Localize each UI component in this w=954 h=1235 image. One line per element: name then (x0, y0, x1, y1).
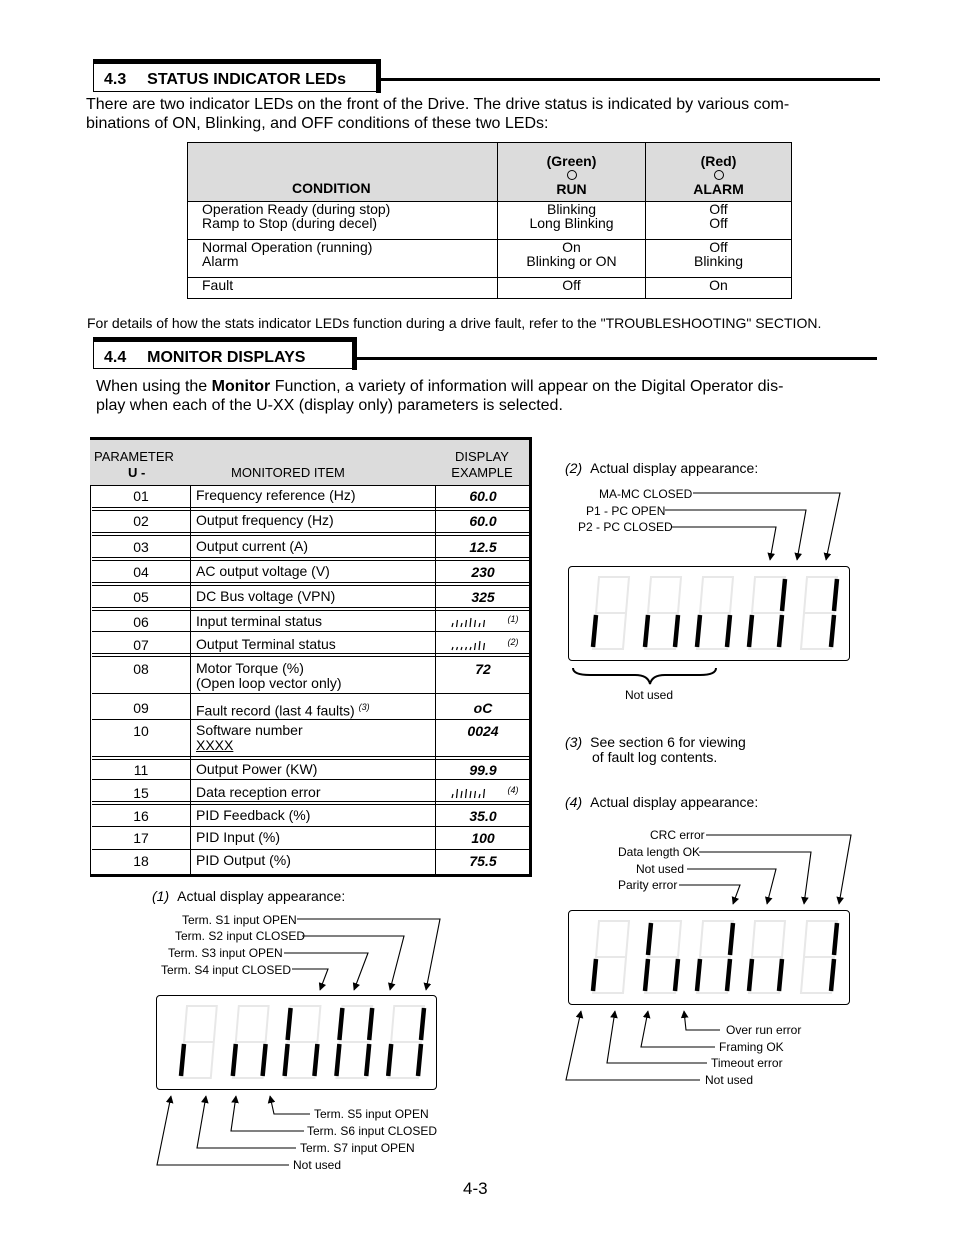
note-4-caption: (4) Actual display appearance: (565, 794, 759, 810)
intro-paragraph-4-3: There are two indicator LEDs on the front of the Drive. The drive status is indicated by various com- binations of ON, Blinking, and OFF conditions of these two LEDs: (86, 96, 790, 132)
parity-label: Parity error (618, 878, 678, 892)
section-title: MONITOR DISPLAYS (147, 349, 306, 366)
section-title: STATUS INDICATOR LEDs (147, 71, 346, 88)
s3-label: Term. S3 input OPEN (168, 946, 283, 960)
framing-label: Framing OK (719, 1040, 784, 1054)
s6-label: Term. S6 input CLOSED (307, 1124, 438, 1138)
p1-label: P1 - PC OPEN (586, 504, 666, 518)
monitor-table: PARAMETER U - MONITORED ITEM DISPLAY EXAMPLE 01 Frequency reference (Hz) 60.0 02 Output frequency (Hz) 60.0 03 Output current (A) 12.5 04 AC output voltage (V) 230 05 DC Bus voltage (VPN) 325 06 Input terminal status $^{(1)}$ 07 Output Terminal status $^{(2)}$ 08 Motor Torque (%) (Open loop vector only) 72 09 Fault record (last 4 faults) $^{(3)}$ oC 10 Software number XXXX 0024 11 Output Power (KW) 99.9 15 Data reception error $^{(4)}$ 16 PID Feedback (%) 35.0 17 PID Input (%) 100 18 PID Output (%) 75.5 (90, 437, 532, 877)
run-header: (Green) RUN (498, 143, 646, 202)
intro-paragraph-4-4: When using the Monitor Function, a variety of information will appear on the Digital Operator dis- play when each of the U-XX (display only) parameters is selected. (96, 378, 784, 414)
led-row: Operation Ready (during stop) Ramp to Stop (during decel) Blinking Long Blinking Off Off (188, 202, 792, 240)
note-1-caption: (1) Actual display appearance: (152, 888, 346, 904)
ma-mc-label: MA-MC CLOSED (599, 487, 693, 501)
s5-label: Term. S5 input OPEN (314, 1107, 429, 1121)
not-used-label: Not used (636, 862, 685, 876)
over-run-label: Over run error (726, 1023, 802, 1037)
section-number: 4.3 (104, 71, 127, 88)
timeout-label: Timeout error (711, 1056, 783, 1070)
section-number: 4.4 (104, 349, 127, 366)
p2-label: P2 - PC CLOSED (578, 520, 673, 534)
s1-label: Term. S1 input OPEN (182, 913, 297, 927)
condition-header: CONDITION (188, 143, 498, 202)
alarm-header: (Red) ALARM (646, 143, 792, 202)
led-row: Fault Off On (188, 278, 792, 299)
input-status-glyph: (1) (438, 614, 528, 631)
not-used-label: Not used (705, 1073, 754, 1087)
page-number: 4-3 (463, 1179, 488, 1198)
led-row: Normal Operation (running) Alarm On Blinking or ON Off Blinking (188, 240, 792, 278)
note-3-caption: (3) See section 6 for viewing of fault log contents. (565, 734, 746, 765)
s4-label: Term. S4 input CLOSED (161, 963, 292, 977)
s2-label: Term. S2 input CLOSED (175, 929, 306, 943)
s7-label: Term. S7 input OPEN (300, 1141, 415, 1155)
fault-note: For details of how the stats indicator LEDs function during a drive fault, refer to the "TROUBLESHOOTING" SECTION. (87, 315, 822, 331)
monitor-table-header: PARAMETER U - MONITORED ITEM DISPLAY EXAMPLE (90, 437, 532, 485)
output-status-glyph: (2) (438, 637, 528, 654)
data-reception-glyph: (4) (438, 785, 528, 802)
note-2-caption: (2) Actual display appearance: (565, 460, 759, 476)
not-used-label: Not used (293, 1158, 342, 1172)
not-used-label: Not used (625, 688, 674, 702)
crc-label: CRC error (650, 828, 705, 842)
data-length-label: Data length OK (618, 845, 701, 859)
